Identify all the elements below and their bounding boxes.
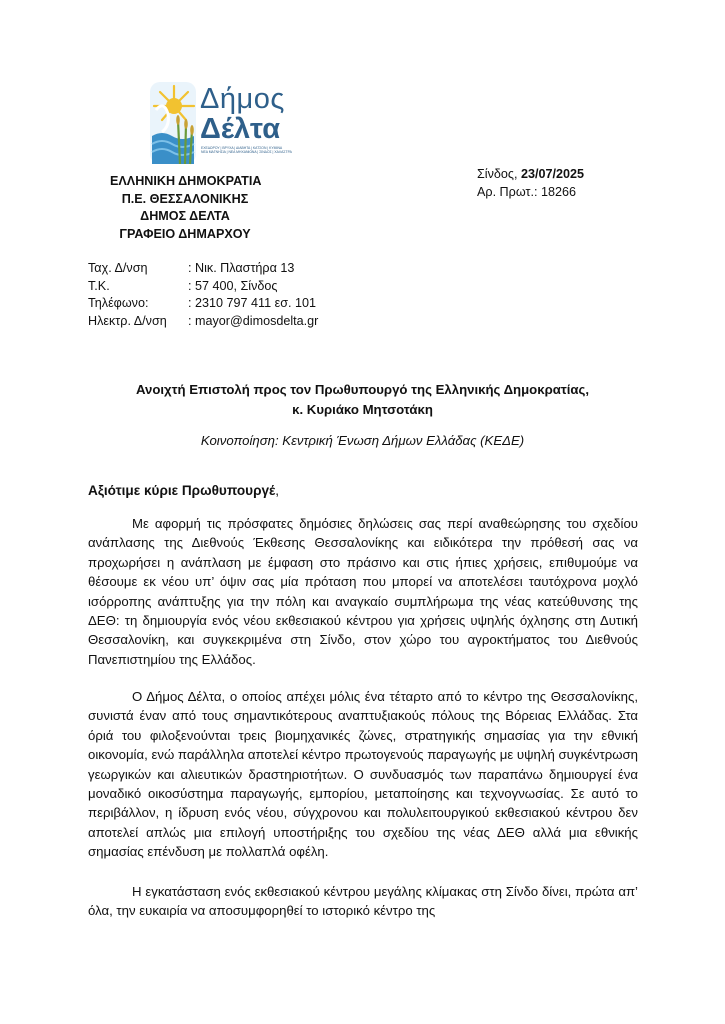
title-line2: κ. Κυριάκο Μητσοτάκη [292, 402, 433, 417]
greeting-text: Αξιότιμε κύριε Πρωθυπουργέ [88, 483, 276, 498]
contact-label: Ηλεκτρ. Δ/νση [88, 313, 167, 328]
title-line1: Ανοιχτή Επιστολή προς τον Πρωθυπουργό της Ελληνικής Δημοκρατίας, [135, 382, 590, 397]
logo-name-line2: Δέλτα [200, 113, 281, 145]
municipality-logo [148, 80, 308, 166]
contact-email: : mayor@dimosdelta.gr [188, 313, 319, 328]
contact-label: Τηλέφωνο: [88, 296, 149, 311]
place: Σίνδος, [477, 167, 521, 181]
paragraph-text: Με αφορμή τις πρόσφατες δημόσιες δηλώσεις σας περί αναθεώρησης του σχεδίου ανάπλασης της Διεθνούς Έκθεσης Θεσσαλονίκης και ειδικότερα την πρόθεσή σας να προχωρήσει η ανάπλαση με έμφαση στο πράσινο και στις ήπιες χρήσεις, επιθυμούμε να θέσουμε εκ νέου υπ’ όψιν σας μία πρόταση που μπορεί να αποτελέσει ταυτόχρονα μοχλό ισόρροπης ανάπτυξης για την πόλη και αναγκαίο συμπλήρωμα της νέας κατεύθυνσης της ΔΕΘ: τη δημιουργία ενός νέου εκθεσιακού κέντρου για χρήσεις υψηλής όχλησης στη Δυτική Θεσσαλονίκη, και συγκεκριμένα στη Σίνδο, στον χώρο του αγροκτήματος του Διεθνούς Πανεπιστημίου της Ελλάδος. [88, 516, 638, 667]
protocol-line [477, 183, 584, 201]
greeting-punct: , [275, 483, 279, 498]
cc-line: Κοινοποίηση: Κεντρική Ένωση Δήμων Ελλάδας (ΚΕΔΕ) [200, 433, 525, 448]
authority-line: ΕΛΛΗΝΙΚΗ ΔΗΜΟΚΡΑΤΙΑ [110, 174, 262, 188]
contact-label: Ταχ. Δ/νση [88, 261, 148, 275]
authority-line: ΓΡΑΦΕΙΟ ΔΗΜΑΡΧΟΥ [119, 226, 251, 241]
body-paragraph-1 [88, 514, 638, 669]
paragraph-text: Ο Δήμος Δέλτα, ο οποίος απέχει μόλις ένα τέταρτο από το κέντρο της Θεσσαλονίκης, συνιστά έναν από τους σημαντικότερους αναπτυξιακούς πόλους της Βόρειας Ελλάδας. Στα όριά του φιλοξενούνται τρεις βιομηχανικές ζώνες, στρατηγικής σημασίας για την εθνική οικονομία, ενώ παράλληλα αποτελεί κέντρο πρωτογενούς παραγωγής με υψηλή συγκέντρωση γεωργικών και αλιευτικών δραστηριοτήτων. Ο συνδυασμός των παραπάνω δημιουργεί ένα μοναδικό οικοσύστημα παραγωγής, εμπορίου, μεταποίησης και τεχνογνωσίας. Σε αυτό το περιβάλλον, η ίδρυση ενός νέου, σύγχρονου και πολυλειτουργικού εκθεσιακού κέντρου δεν αποτελεί απλώς μια επιλογή υποστήριξης του σχεδίου της νέας ΔΕΘ αλλά μια εθνικής σημασίας επένδυση με πολλαπλά οφέλη. [88, 689, 638, 860]
contact-value: : 2310 797 411 εσ. 101 [188, 296, 316, 311]
logo-emblem-icon [148, 80, 198, 166]
logo-subtitle-line1: ΕΧΕΔΩΡΟΥ | ΒΡΥΧΑ | ΔΙΑΒΗΤΑ | ΚΑΤΣΟΝ | ΚΥΜΙΝΑ [201, 146, 283, 150]
body-paragraph-2 [88, 687, 638, 862]
body-paragraph-3 [88, 882, 638, 921]
logo-name-line1: Δήμος [200, 83, 285, 115]
logo-subtitle [201, 146, 297, 155]
authority-line: Π.Ε. ΘΕΣΣΑΛΟΝΙΚΗΣ [121, 191, 249, 206]
protocol-label: Αρ. Πρωτ.: [477, 185, 541, 199]
authority-header [110, 173, 260, 243]
protocol-number: 18266 [540, 185, 576, 199]
contact-value: : Νικ. Πλαστήρα 13 [188, 261, 295, 275]
date-line [477, 165, 584, 183]
letter-title [60, 380, 665, 420]
logo-subtitle-line2: ΝΕΑ ΜΑΓΝΗΣΙΑ | ΝΕΑ ΜΗΧΑΝΙΩΝΑ | ΣΙΝΔΟΣ | ΧΑΛΑΣΤΡΑ [201, 150, 292, 155]
contact-label: Τ.Κ. [88, 278, 110, 293]
date-block [477, 165, 584, 201]
letter-date: 23/07/2025 [520, 167, 584, 181]
contact-value: : 57 400, Σίνδος [188, 278, 278, 293]
greeting [88, 483, 279, 498]
paragraph-text: Η εγκατάσταση ενός εκθεσιακού κέντρου μεγάλης κλίμακας στη Σίνδο δίνει, πρώτα απ’ όλα, την ευκαιρία να αποσυμφορηθεί το ιστορικό κέντρο της [88, 884, 638, 919]
authority-line: ΔΗΜΟΣ ΔΕΛΤΑ [140, 209, 230, 223]
